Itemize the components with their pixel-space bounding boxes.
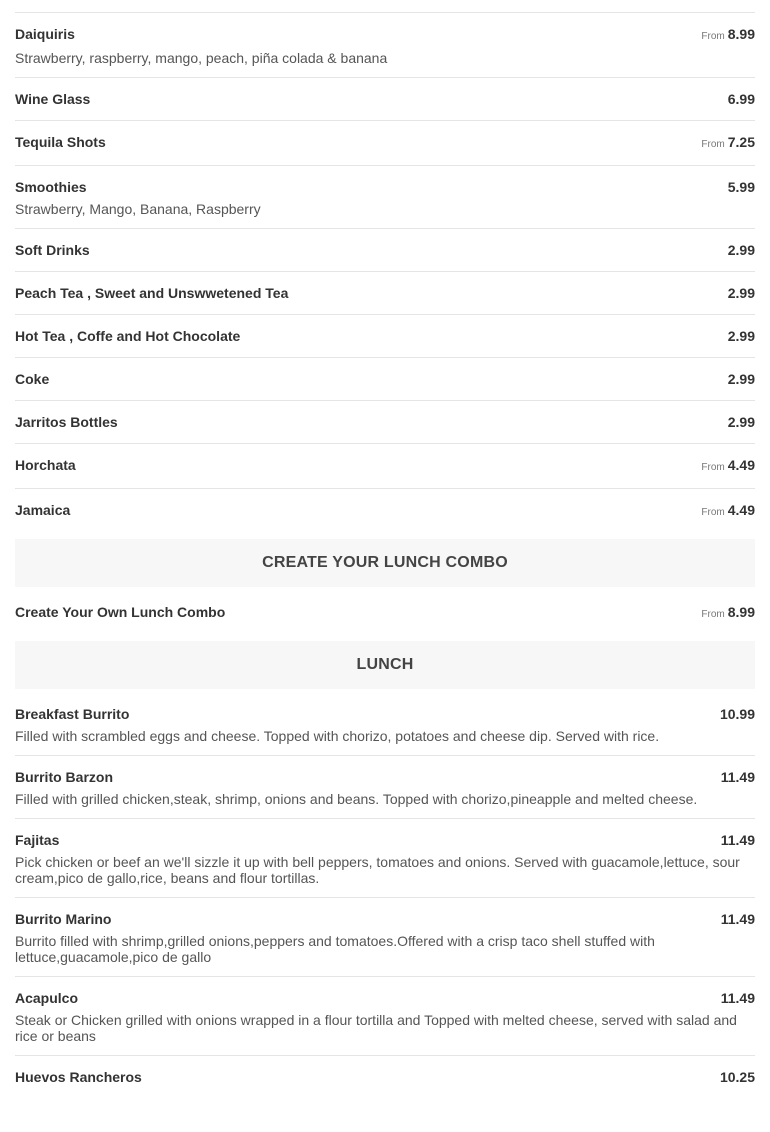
menu-item-price-value: 4.49: [727, 457, 755, 473]
menu-item[interactable]: [15, 314, 755, 357]
menu-item-price: [728, 413, 755, 432]
clipped-previous-item: [15, 0, 755, 13]
menu-item-name: Daiquiris: [15, 26, 75, 42]
menu-item[interactable]: [15, 357, 755, 400]
menu-item-row: [15, 831, 755, 850]
menu-item[interactable]: [15, 693, 755, 755]
menu-item-price: [701, 25, 755, 46]
menu-item-name: Tequila Shots: [15, 134, 106, 150]
menu-item-description: Filled with grilled chicken,steak, shrimp, onions and beans. Topped with chorizo,pineapple and melted cheese.: [15, 791, 698, 807]
menu-item-price-value: 2.99: [727, 371, 755, 387]
menu-item[interactable]: [15, 818, 755, 897]
menu-item-row: [15, 413, 755, 432]
menu-item-description: Strawberry, Mango, Banana, Raspberry: [15, 201, 261, 217]
menu-item-row: [15, 370, 755, 389]
menu-item[interactable]: [15, 400, 755, 443]
menu-item-price-value: 11.49: [720, 769, 755, 785]
menu-item[interactable]: [15, 976, 755, 1055]
menu-item[interactable]: [15, 228, 755, 271]
menu-item-row: [15, 133, 755, 154]
menu-item-from-label: From: [701, 609, 725, 620]
menu-item[interactable]: [15, 165, 755, 228]
menu-item-description: Filled with scrambled eggs and cheese. Topped with chorizo, potatoes and cheese dip. Served with rice.: [15, 728, 660, 744]
menu-item-name: Create Your Own Lunch Combo: [15, 604, 226, 620]
menu-item-price: [701, 603, 755, 624]
menu-item-price-value: 11.49: [720, 832, 755, 848]
menu-item[interactable]: [15, 897, 755, 976]
menu-item-price: [720, 1068, 755, 1087]
menu-item-price: [701, 133, 755, 154]
menu-item[interactable]: [15, 13, 755, 77]
menu-item-price: [721, 831, 755, 850]
menu-item-row: [15, 501, 755, 522]
menu-item[interactable]: [15, 443, 755, 488]
menu-item[interactable]: [15, 120, 755, 165]
menu-item-price-value: 10.25: [719, 1069, 755, 1085]
menu-item-name: Burrito Barzon: [15, 769, 113, 785]
menu-item[interactable]: [15, 591, 755, 635]
menu-item-name: Acapulco: [15, 990, 79, 1006]
menu-item-row: [15, 284, 755, 303]
menu-item-row: [15, 910, 755, 929]
menu-item-price: [728, 90, 755, 109]
menu-item-price: [728, 178, 755, 197]
menu-item-price-value: 2.99: [727, 328, 755, 344]
menu-item-name: Peach Tea , Sweet and Unswwetened Tea: [15, 285, 289, 301]
menu-item-row: [15, 178, 755, 197]
menu-item-price-value: 7.25: [727, 134, 755, 150]
menu-item-price: [721, 989, 755, 1008]
menu-item-price: [728, 370, 755, 389]
menu-item-description: Strawberry, raspberry, mango, peach, piña colada & banana: [15, 50, 388, 66]
menu-item-price-value: 4.49: [727, 502, 755, 518]
menu-item-price-value: 8.99: [727, 26, 755, 42]
menu-item-row: [15, 989, 755, 1008]
menu-item-name: Breakfast Burrito: [15, 706, 130, 722]
menu-item-row: [15, 603, 755, 624]
menu-item-row: [15, 241, 755, 260]
combo-list: [15, 591, 755, 635]
menu-item-description: Steak or Chicken grilled with onions wrapped in a flour tortilla and Topped with melted cheese, served with salad and rice or beans: [15, 1012, 737, 1044]
menu-item-name: Huevos Rancheros: [15, 1069, 142, 1085]
menu-item-price-value: 5.99: [727, 179, 755, 195]
menu-list: [15, 0, 755, 1098]
menu-item-name: Wine Glass: [15, 91, 91, 107]
menu-item-price: [728, 241, 755, 260]
menu-item-row: [15, 90, 755, 109]
menu-item-price-value: 2.99: [727, 285, 755, 301]
menu-item[interactable]: [15, 755, 755, 818]
section-header-lunch-combo: CREATE YOUR LUNCH COMBO: [15, 539, 755, 587]
menu-item-name: Smoothies: [15, 179, 87, 195]
drinks-list: [15, 13, 755, 533]
menu-item-row: [15, 1068, 755, 1087]
menu-item-name: Burrito Marino: [15, 911, 112, 927]
menu-item-name: Hot Tea , Coffe and Hot Chocolate: [15, 328, 241, 344]
menu-item-from-label: From: [701, 462, 725, 473]
menu-item-price-value: 6.99: [727, 91, 755, 107]
menu-item-price-value: 8.99: [727, 604, 755, 620]
menu-item[interactable]: [15, 488, 755, 533]
menu-item[interactable]: [15, 77, 755, 120]
menu-item-price-value: 2.99: [727, 242, 755, 258]
menu-item-name: Jamaica: [15, 502, 71, 518]
menu-item[interactable]: [15, 271, 755, 314]
section-header-lunch: LUNCH: [15, 641, 755, 689]
lunch-list: [15, 693, 755, 1098]
menu-item-from-label: From: [701, 139, 725, 150]
menu-item-price: [728, 327, 755, 346]
menu-item-price-value: 10.99: [719, 706, 755, 722]
menu-item-price-value: 2.99: [727, 414, 755, 430]
menu-item-row: [15, 25, 755, 46]
menu-item-row: [15, 768, 755, 787]
menu-item-price: [701, 501, 755, 522]
menu-item-from-label: From: [701, 507, 725, 518]
menu-item-row: [15, 327, 755, 346]
menu-item-description: Pick chicken or beef an we'll sizzle it up with bell peppers, tomatoes and onions. Served with guacamole,lettuce, sour cream,pico de gallo,rice, beans and flour tortillas.: [15, 854, 740, 886]
menu-item[interactable]: [15, 1055, 755, 1098]
menu-item-price: [720, 705, 755, 724]
menu-item-price: [721, 768, 755, 787]
menu-item-name: Coke: [15, 371, 50, 387]
menu-item-price: [728, 284, 755, 303]
menu-item-price-value: 11.49: [720, 990, 755, 1006]
menu-item-price: [721, 910, 755, 929]
menu-item-name: Jarritos Bottles: [15, 414, 118, 430]
menu-item-name: Soft Drinks: [15, 242, 90, 258]
menu-item-from-label: From: [701, 31, 725, 42]
menu-item-name: Horchata: [15, 457, 76, 473]
menu-item-row: [15, 456, 755, 477]
menu-item-description: Burrito filled with shrimp,grilled onions,peppers and tomatoes.Offered with a crisp taco shell stuffed with lettuce,guacamole,pico de gallo: [15, 933, 655, 965]
menu-item-price-value: 11.49: [720, 911, 755, 927]
menu-item-price: [701, 456, 755, 477]
menu-item-row: [15, 705, 755, 724]
menu-item-name: Fajitas: [15, 832, 60, 848]
